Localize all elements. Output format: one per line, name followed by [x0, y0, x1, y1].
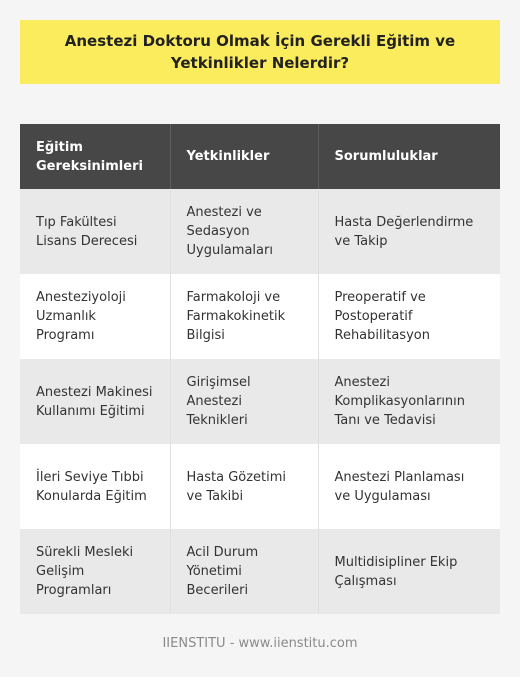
- column-header-competencies: Yetkinlikler: [170, 124, 318, 189]
- table-row: [20, 189, 500, 274]
- table-cell: Sürekli Mesleki Gelişim Programları: [20, 529, 170, 614]
- table-cell: İleri Seviye Tıbbi Konularda Eğitim: [20, 444, 170, 529]
- table-cell: Anestezi Makinesi Kullanımı Eğitimi: [20, 359, 170, 444]
- footer-credit: IIENSTITU - www.iienstitu.com: [162, 636, 358, 651]
- table-row: [20, 274, 500, 359]
- column-header-education: Eğitim Gereksinimleri: [20, 124, 170, 189]
- table-cell: Preoperatif ve Postoperatif Rehabilitasyon: [318, 274, 500, 359]
- table-cell: Anestezi Komplikasyonlarının Tanı ve Tedavisi: [318, 359, 500, 444]
- table-row: [20, 359, 500, 444]
- table-cell: Acil Durum Yönetimi Becerileri: [170, 529, 318, 614]
- table-cell: Anesteziyoloji Uzmanlık Programı: [20, 274, 170, 359]
- title-banner: [20, 20, 500, 84]
- table-cell: Tıp Fakültesi Lisans Derecesi: [20, 189, 170, 274]
- column-header-responsibilities: Sorumluluklar: [318, 124, 500, 189]
- page-title: Anestezi Doktoru Olmak İçin Gerekli Eğitim ve Yetkinlikler Nelerdir?: [64, 32, 456, 72]
- table-cell: Hasta Gözetimi ve Takibi: [170, 444, 318, 529]
- table-cell: Anestezi ve Sedasyon Uygulamaları: [170, 189, 318, 274]
- table-row: [20, 444, 500, 529]
- requirements-table: [20, 124, 500, 614]
- table-cell: Multidisipliner Ekip Çalışması: [318, 529, 500, 614]
- table-row: [20, 529, 500, 614]
- table-cell: Hasta Değerlendirme ve Takip: [318, 189, 500, 274]
- table-cell: Farmakoloji ve Farmakokinetik Bilgisi: [170, 274, 318, 359]
- table-header-row: [20, 124, 500, 189]
- table-cell: Anestezi Planlaması ve Uygulaması: [318, 444, 500, 529]
- table-cell: Girişimsel Anestezi Teknikleri: [170, 359, 318, 444]
